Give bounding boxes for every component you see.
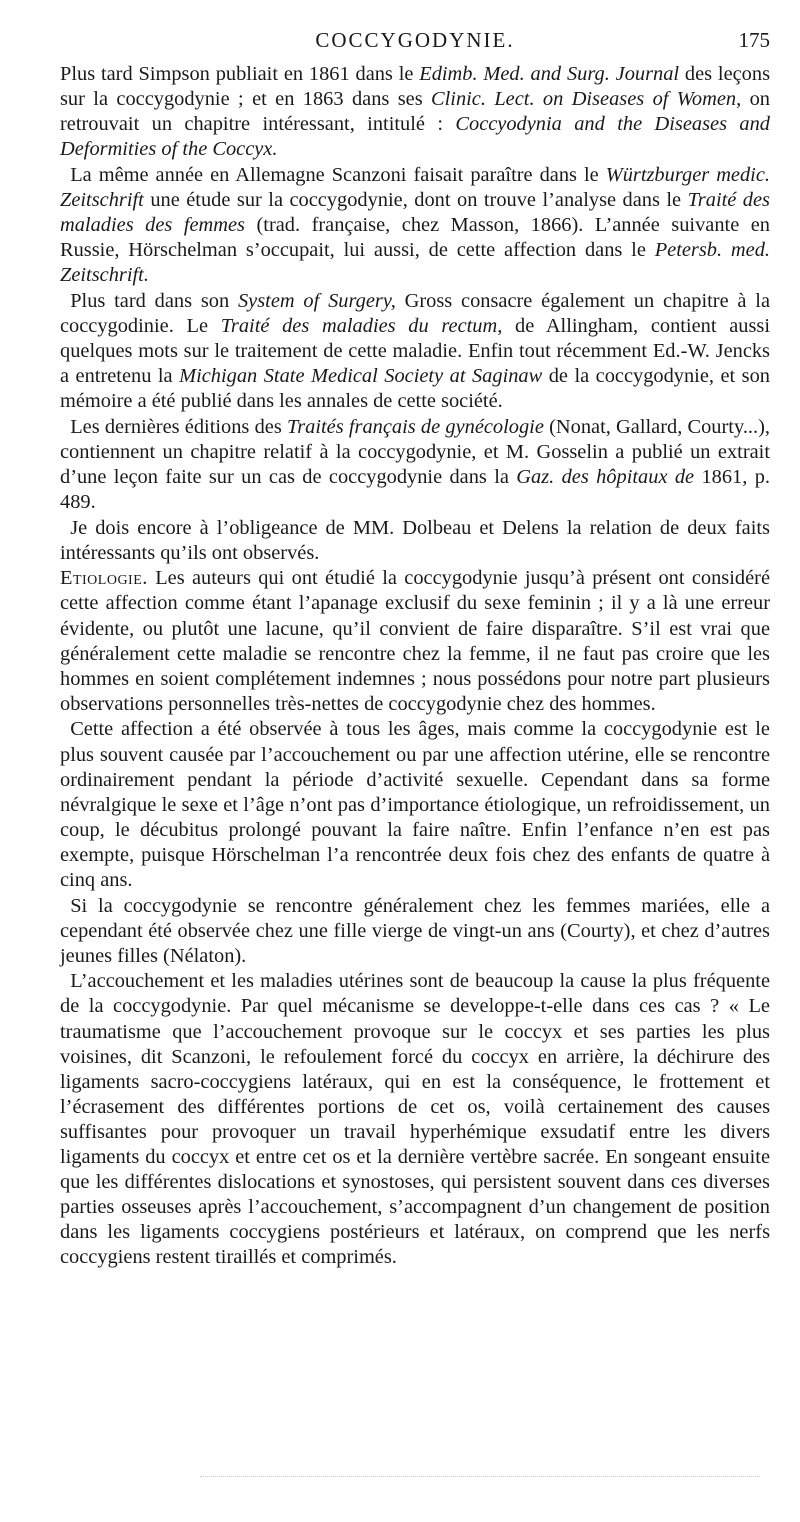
running-title: COCCYGODYNIE. — [315, 28, 515, 52]
text-run: Plus tard Simpson publiait en 1861 dans le — [60, 63, 420, 85]
footer-scan-marks — [200, 1476, 760, 1481]
text-run: Je dois encore à l’obligeance de MM. Dolbeau et Delens la relation de deux faits intéressants qu’ils ont observés. — [60, 516, 770, 564]
paragraph-accouchement — [60, 969, 770, 1270]
text-run: Gross consacre également un chapitre à la coccygodinie. Le — [60, 289, 771, 337]
paragraph-scanzoni — [60, 163, 770, 288]
page-number: 175 — [738, 28, 770, 52]
journal-title: Edimb. Med. and Surg. Journal — [419, 63, 680, 85]
journal-title: Petersb. med. Zeitschrift. — [60, 239, 770, 287]
text-run: Si la coccygodynie se rencontre généralement chez les femmes mariées, elle a cependant été observée chez une fille vierge de vingt-un ans (Courty), et chez d’autres jeunes filles (Nélaton). — [60, 894, 770, 967]
text-run: on retrouvait un chapitre intéressant, intitulé : — [60, 88, 770, 136]
book-title: Traités français de gynécologie — [286, 415, 544, 438]
paragraph-acknowledgement — [60, 516, 770, 566]
text-run: de Allingham, contient aussi quelques mots sur le traitement de cette maladie. Enfin tout récemment Ed.-W. Jencks a entretenu la — [60, 314, 770, 388]
society-name: Michigan State Medical Society at Saginaw — [179, 365, 543, 388]
text-run: (Nonat, Gallard, Courty...), contiennent un chapitre relatif à la coccygodynie, et M. Gosselin a publié un extrait d’une leçon faite sur un cas de coccygodynie dans la — [60, 415, 771, 488]
text-run: Cette affection a été observée à tous les âges, mais comme la coccygodynie est le plus souvent causée par l’accouchement ou par une affection utérine, elle se rencontre ordinairement pendant la période d’activité sexuelle. Cependant dans sa forme névralgique le sexe et l’âge n’ont pas d’importance étiologique, un refroidissement, un coup, le décubitus prolongé pouvant la faire naître. Enfin l’enfance n’en est pas exempte, puisque Hörschelman l’a rencontrée deux fois chez des enfants de quatre à cinq ans. — [60, 718, 770, 891]
paragraph-femmes-mariees — [60, 894, 770, 969]
text-run: Les auteurs qui ont étudié la coccygodynie jusqu’à présent ont considéré cette affection comme étant l’apanage exclusif du sexe feminin ; il y a là une erreur évidente, ou plutôt une lacune, qu’il convient de faire disparaître. S’il est vrai que généralement cette maladie se rencontre chez la femme, il ne faut pas croire que les hommes en soient complétement indemnes ; nous possédons pour notre part plusieurs observations personnelles très-nettes de coccygodynie chez des hommes. — [60, 567, 770, 715]
book-title: Traité des maladies du rectum, — [220, 314, 503, 337]
body-text — [60, 62, 770, 1271]
paragraph-gross — [60, 289, 770, 414]
book-title: System of Surgery, — [237, 289, 396, 312]
journal-title: Würtzburger medic. Zeitschrift — [60, 163, 770, 211]
text-run: Les dernières éditions des — [70, 415, 287, 438]
running-head — [60, 28, 770, 58]
text-run: La même année en Allemagne Scanzoni faisait paraître dans le — [70, 163, 606, 186]
text-run: une étude sur la coccygodynie, dont on trouve l’analyse dans le — [143, 188, 688, 211]
text-run: L’accouchement et les maladies utérines sont de beaucoup la cause la plus fréquente de la coccygodynie. Par quel mécanisme se developpe-t-elle dans ces cas ? « Le traumatisme que l’accouchement provoque sur le coccyx et ses parties les plus voisines, dit Scanzoni, le refoulement forcé du coccyx en arrière, la déchirure des ligaments sacro-coccygiens latéraux, qui en est la conséquence, le frottement et l’écrasement des différentes portions de cet os, voilà certainement des causes suffisantes pour provoquer un travail hyperhémique exsudatif entre les divers ligaments du coccyx et entre cet os et la dernière vertèbre sacrée. En songeant ensuite que les différentes dislocations et synostoses, qui persistent souvent dans ces diverses parties osseuses après l’accouchement, s’accompagnent d’un changement de position dans les ligaments coccygiens postérieurs et latéraux, on comprend que les nerfs coccygiens restent tiraillés et comprimés. — [60, 970, 770, 1269]
text-run: des leçons sur la coccygodynie ; et en 1863 dans ses — [60, 63, 770, 111]
paragraph-editions — [60, 415, 770, 515]
journal-title: Gaz. des hôpitaux de — [516, 466, 695, 488]
book-title: Clinic. Lect. on Diseases of Women, — [431, 88, 742, 111]
text-run: de la coccygodynie, et son mémoire a été publié dans les annales de cette société. — [60, 365, 770, 413]
paragraph-ages — [60, 717, 770, 893]
text-run: 1861, p. 489. — [60, 466, 770, 514]
paragraph-simpson — [60, 62, 770, 162]
book-title: Traité des maladies des femmes — [60, 188, 770, 237]
chapter-title: Coccyodynia and the Diseases and Deformities of the Coccyx. — [60, 113, 770, 161]
text-run: Plus tard dans son — [70, 289, 238, 312]
text-run: (trad. française, chez Masson, 1866). L’année suivante en Russie, Hörschelman s’occupait, lui aussi, de cette affection dans le — [60, 214, 770, 262]
section-label: Etiologie. — [60, 567, 148, 590]
paragraph-etiologie — [60, 566, 770, 717]
